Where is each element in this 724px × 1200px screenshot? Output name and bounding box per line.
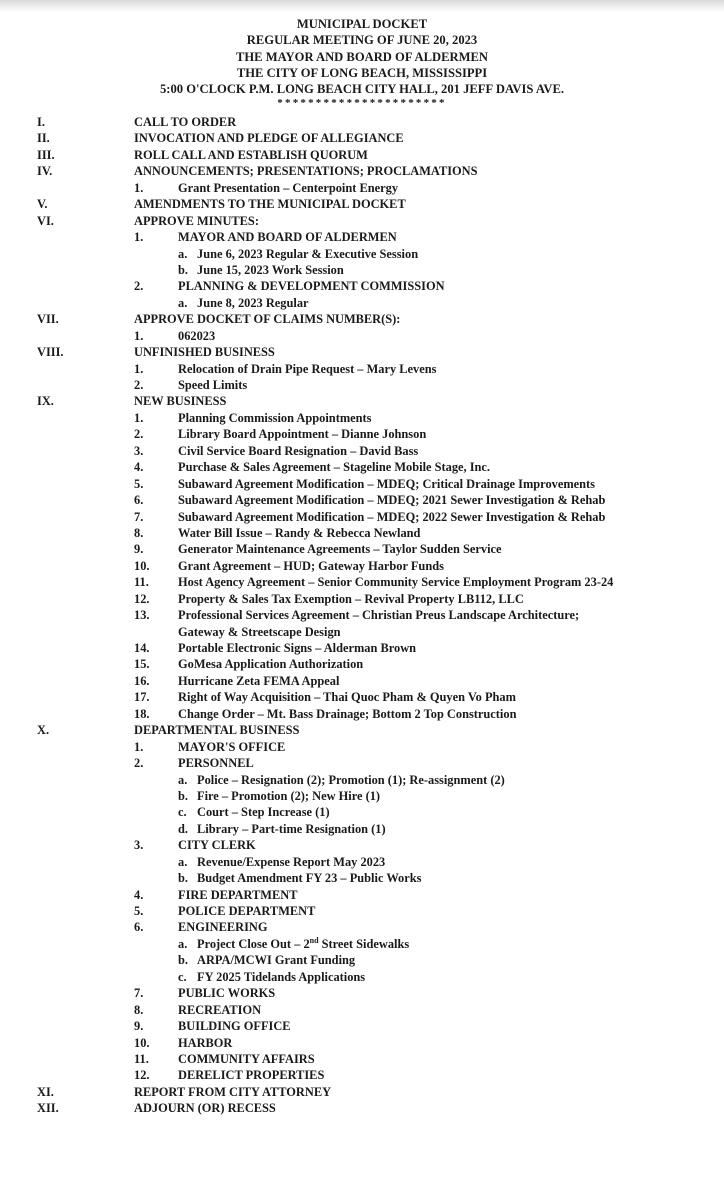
- agenda-item: [0, 180, 724, 196]
- item-number: 2.: [134, 279, 144, 294]
- agenda-item: [0, 1051, 724, 1067]
- item-number: 1.: [134, 410, 144, 425]
- item-number: 10.: [134, 558, 150, 573]
- item-number: 8.: [134, 1002, 144, 1017]
- section-number: X.: [37, 723, 50, 738]
- subitem-text: Revenue/Expense Report May 2023: [197, 854, 386, 869]
- agenda-subitem: [0, 952, 724, 968]
- item-number: 9.: [134, 542, 144, 557]
- item-number: 9.: [134, 1019, 144, 1034]
- agenda-section: [0, 114, 724, 130]
- agenda-item: [0, 476, 724, 492]
- item-number: 1.: [134, 180, 144, 195]
- item-text: POLICE DEPARTMENT: [178, 904, 316, 918]
- agenda-item: [0, 278, 724, 294]
- subitem-text: June 8, 2023 Regular: [197, 295, 309, 310]
- agenda-item: [0, 410, 724, 426]
- item-text: Portable Electronic Signs – Alderman Brown: [178, 641, 417, 655]
- subitem-text: Budget Amendment FY 23 – Public Works: [197, 871, 422, 886]
- item-text: CITY CLERK: [178, 838, 256, 853]
- item-text: Relocation of Drain Pipe Request – Mary Levens: [178, 361, 437, 376]
- agenda-section: [0, 344, 724, 360]
- item-number: 17.: [134, 690, 150, 705]
- subitem-letter: b.: [178, 871, 188, 886]
- item-text: DERELICT PROPERTIES: [178, 1068, 325, 1083]
- agenda-item: [0, 755, 724, 771]
- item-text: Subaward Agreement Modification – MDEQ; 2021 Sewer Investigation & Rehab: [178, 493, 606, 508]
- subitem-letter: b.: [178, 953, 188, 968]
- agenda-subitem: [0, 854, 724, 870]
- subitem-text: Fire – Promotion (2); New Hire (1): [197, 788, 381, 803]
- subitem-text: Police – Resignation (2); Promotion (1); Re-assignment (2): [197, 772, 505, 787]
- ordinal-suffix: nd: [309, 935, 319, 945]
- item-text: Grant Presentation – Centerpoint Energy: [178, 180, 399, 195]
- item-text: FIRE DEPARTMENT: [178, 887, 298, 902]
- agenda-section: [0, 1084, 724, 1100]
- page-top-shadow: [0, 0, 724, 12]
- subitem-letter: a.: [178, 936, 188, 951]
- subitem-letter: b.: [178, 788, 188, 803]
- item-number: 2.: [134, 756, 144, 771]
- agenda-item: [0, 558, 724, 574]
- agenda-list: [0, 114, 724, 1117]
- agenda-subitem: [0, 772, 724, 788]
- item-number: 7.: [134, 986, 144, 1001]
- section-number: I.: [37, 115, 45, 129]
- agenda-item: [0, 574, 724, 590]
- section-number: V.: [37, 197, 48, 212]
- header-time-location: 5:00 O'CLOCK P.M. LONG BEACH CITY HALL, 201 JEFF DAVIS AVE.: [160, 82, 564, 97]
- item-number: 10.: [134, 1035, 150, 1050]
- item-text: Subaward Agreement Modification – MDEQ; 2022 Sewer Investigation & Rehab: [178, 509, 606, 524]
- agenda-subitem: [0, 936, 724, 952]
- agenda-subitem: [0, 804, 724, 820]
- subitem-text: June 6, 2023 Regular & Executive Session: [197, 246, 419, 261]
- agenda-section: [0, 722, 724, 738]
- section-title: ANNOUNCEMENTS; PRESENTATIONS; PROCLAMATIONS: [134, 164, 478, 179]
- agenda-section: [0, 393, 724, 409]
- section-number: IX.: [37, 394, 54, 409]
- subitem-text: ARPA/MCWI Grant Funding: [197, 953, 356, 968]
- section-title: ADJOURN (OR) RECESS: [134, 1101, 276, 1116]
- agenda-item: [0, 492, 724, 508]
- subitem-text-post: Street Sidewalks: [318, 936, 410, 951]
- item-text: MAYOR'S OFFICE: [178, 739, 286, 754]
- agenda-item: [0, 1018, 724, 1034]
- agenda-subitem: [0, 262, 724, 278]
- agenda-section: [0, 311, 724, 327]
- item-text: Civil Service Board Resignation – David Bass: [178, 443, 419, 458]
- section-number: II.: [37, 131, 50, 146]
- item-text: PLANNING & DEVELOPMENT COMMISSION: [178, 279, 445, 294]
- item-text: MAYOR AND BOARD OF ALDERMEN: [178, 230, 397, 245]
- subitem-text: June 15, 2023 Work Session: [197, 262, 344, 277]
- item-number: 15.: [134, 657, 150, 672]
- subitem-letter: a.: [178, 246, 188, 261]
- item-number: 1.: [134, 361, 144, 376]
- item-number: 5.: [134, 476, 144, 491]
- agenda-item-continuation: [0, 624, 724, 640]
- agenda-item: [0, 1035, 724, 1051]
- agenda-item: [0, 426, 724, 442]
- item-number: 8.: [134, 525, 144, 540]
- subitem-letter: c.: [178, 969, 187, 984]
- item-text: Grant Agreement – HUD; Gateway Harbor Funds: [178, 558, 444, 573]
- subitem-text: [197, 936, 409, 952]
- item-text: Speed Limits: [178, 378, 248, 392]
- agenda-item: [0, 640, 724, 656]
- item-number: 7.: [134, 509, 144, 524]
- agenda-item: [0, 903, 724, 919]
- section-number: III.: [37, 147, 55, 162]
- section-title: UNFINISHED BUSINESS: [134, 345, 275, 360]
- agenda-item: [0, 607, 724, 623]
- section-number: VII.: [37, 312, 59, 327]
- header-body: THE MAYOR AND BOARD OF ALDERMEN: [235, 49, 488, 64]
- item-text: PUBLIC WORKS: [178, 986, 276, 1001]
- subitem-text-pre: Project Close Out – 2: [197, 936, 310, 951]
- section-number: IV.: [37, 164, 53, 179]
- agenda-item: [0, 1067, 724, 1083]
- section-title: APPROVE DOCKET OF CLAIMS NUMBER(S):: [134, 312, 401, 327]
- agenda-item: [0, 887, 724, 903]
- agenda-item: [0, 541, 724, 557]
- subitem-letter: a.: [178, 772, 188, 787]
- agenda-item: [0, 328, 724, 344]
- agenda-subitem: [0, 246, 724, 262]
- item-text: HARBOR: [178, 1035, 233, 1050]
- item-text: Planning Commission Appointments: [178, 410, 372, 425]
- item-text: Purchase & Sales Agreement – Stageline Mobile Stage, Inc.: [178, 460, 491, 475]
- item-text-continued: Gateway & Streetscape Design: [178, 624, 341, 639]
- item-number: 11.: [134, 575, 149, 590]
- item-text: 062023: [178, 328, 216, 343]
- item-text: Right of Way Acquisition – Thai Quoc Pham & Quyen Vo Pham: [178, 690, 516, 705]
- item-number: 11.: [134, 1051, 149, 1066]
- agenda-subitem: [0, 870, 724, 886]
- header-star-divider: **********************: [277, 97, 447, 110]
- item-text: Change Order – Mt. Bass Drainage; Bottom 2 Top Construction: [178, 706, 517, 721]
- agenda-section: [0, 147, 724, 163]
- section-number: VI.: [37, 213, 54, 228]
- item-number: 4.: [134, 887, 144, 902]
- agenda-item: [0, 689, 724, 705]
- section-title: ROLL CALL AND ESTABLISH QUORUM: [134, 147, 368, 162]
- item-text: RECREATION: [178, 1002, 262, 1017]
- subitem-letter: c.: [178, 805, 187, 820]
- item-number: 2.: [134, 427, 144, 442]
- subitem-text: Court – Step Increase (1): [197, 805, 330, 820]
- agenda-section: [0, 1100, 724, 1116]
- section-title: INVOCATION AND PLEDGE OF ALLEGIANCE: [134, 131, 404, 146]
- agenda-section: [0, 196, 724, 212]
- agenda-item: [0, 443, 724, 459]
- item-text: COMMUNITY AFFAIRS: [178, 1051, 315, 1066]
- agenda-item: [0, 591, 724, 607]
- item-text: Hurricane Zeta FEMA Appeal: [178, 673, 340, 688]
- item-number: 16.: [134, 673, 150, 688]
- item-text: BUILDING OFFICE: [178, 1019, 291, 1034]
- item-text: Water Bill Issue – Randy & Rebecca Newland: [178, 525, 421, 540]
- section-title: APPROVE MINUTES:: [134, 213, 259, 228]
- section-title: CALL TO ORDER: [134, 115, 237, 129]
- agenda-subitem: [0, 969, 724, 985]
- agenda-item: [0, 837, 724, 853]
- item-text: Library Board Appointment – Dianne Johnson: [178, 427, 427, 442]
- subitem-text: Library – Part-time Resignation (1): [197, 821, 386, 836]
- section-title: REPORT FROM CITY ATTORNEY: [134, 1084, 332, 1099]
- agenda-item: [0, 985, 724, 1001]
- subitem-letter: a.: [178, 854, 188, 869]
- item-number: 4.: [134, 460, 144, 475]
- subitem-letter: b.: [178, 262, 188, 277]
- agenda-item: [0, 656, 724, 672]
- agenda-item: [0, 229, 724, 245]
- header-city: THE CITY OF LONG BEACH, MISSISSIPPI: [236, 65, 488, 80]
- subitem-letter: a.: [178, 295, 188, 310]
- item-text: Generator Maintenance Agreements – Taylor Sudden Service: [178, 542, 502, 557]
- item-text: GoMesa Application Authorization: [178, 657, 364, 672]
- item-number: 1.: [134, 328, 144, 343]
- agenda-item: [0, 361, 724, 377]
- item-text: PERSONNEL: [178, 756, 254, 771]
- section-title: AMENDMENTS TO THE MUNICIPAL DOCKET: [134, 197, 406, 212]
- header-meeting-date: REGULAR MEETING OF JUNE 20, 2023: [246, 33, 478, 48]
- agenda-item: [0, 1002, 724, 1018]
- item-number: 12.: [134, 1068, 150, 1083]
- section-number: XII.: [37, 1101, 59, 1116]
- item-number: 5.: [134, 904, 144, 918]
- item-text: Professional Services Agreement – Christian Preus Landscape Architecture;: [178, 608, 580, 623]
- item-number: 14.: [134, 641, 150, 655]
- item-number: 13.: [134, 608, 150, 623]
- agenda-subitem: [0, 788, 724, 804]
- agenda-subitem: [0, 821, 724, 837]
- agenda-subitem: [0, 295, 724, 311]
- agenda-item: [0, 377, 724, 393]
- item-number: 18.: [134, 706, 150, 721]
- item-text: Property & Sales Tax Exemption – Revival Property LB112, LLC: [178, 591, 524, 606]
- item-number: 3.: [134, 443, 144, 458]
- item-number: 6.: [134, 920, 144, 935]
- header-title: MUNICIPAL DOCKET: [296, 17, 428, 31]
- docket-header: [0, 16, 724, 109]
- item-text: Host Agency Agreement – Senior Community Service Employment Program 23-24: [178, 575, 614, 590]
- item-number: 1.: [134, 230, 144, 245]
- agenda-section: [0, 213, 724, 229]
- subitem-letter: d.: [178, 821, 188, 836]
- subitem-text: FY 2025 Tidelands Applications: [197, 969, 366, 984]
- item-number: 3.: [134, 838, 144, 853]
- item-number: 1.: [134, 739, 144, 754]
- agenda-item: [0, 509, 724, 525]
- section-number: VIII.: [37, 345, 64, 360]
- agenda-item: [0, 459, 724, 475]
- item-text: Subaward Agreement Modification – MDEQ; Critical Drainage Improvements: [178, 476, 595, 491]
- item-number: 12.: [134, 591, 150, 606]
- agenda-item: [0, 706, 724, 722]
- section-title: NEW BUSINESS: [134, 394, 227, 409]
- item-text: ENGINEERING: [178, 920, 268, 935]
- agenda-item: [0, 919, 724, 935]
- agenda-item: [0, 525, 724, 541]
- section-title: DEPARTMENTAL BUSINESS: [134, 723, 300, 738]
- agenda-item: [0, 739, 724, 755]
- item-number: 2.: [134, 378, 144, 392]
- item-number: 6.: [134, 493, 144, 508]
- agenda-section: [0, 163, 724, 179]
- agenda-section: [0, 130, 724, 146]
- agenda-item: [0, 673, 724, 689]
- section-number: XI.: [37, 1084, 54, 1099]
